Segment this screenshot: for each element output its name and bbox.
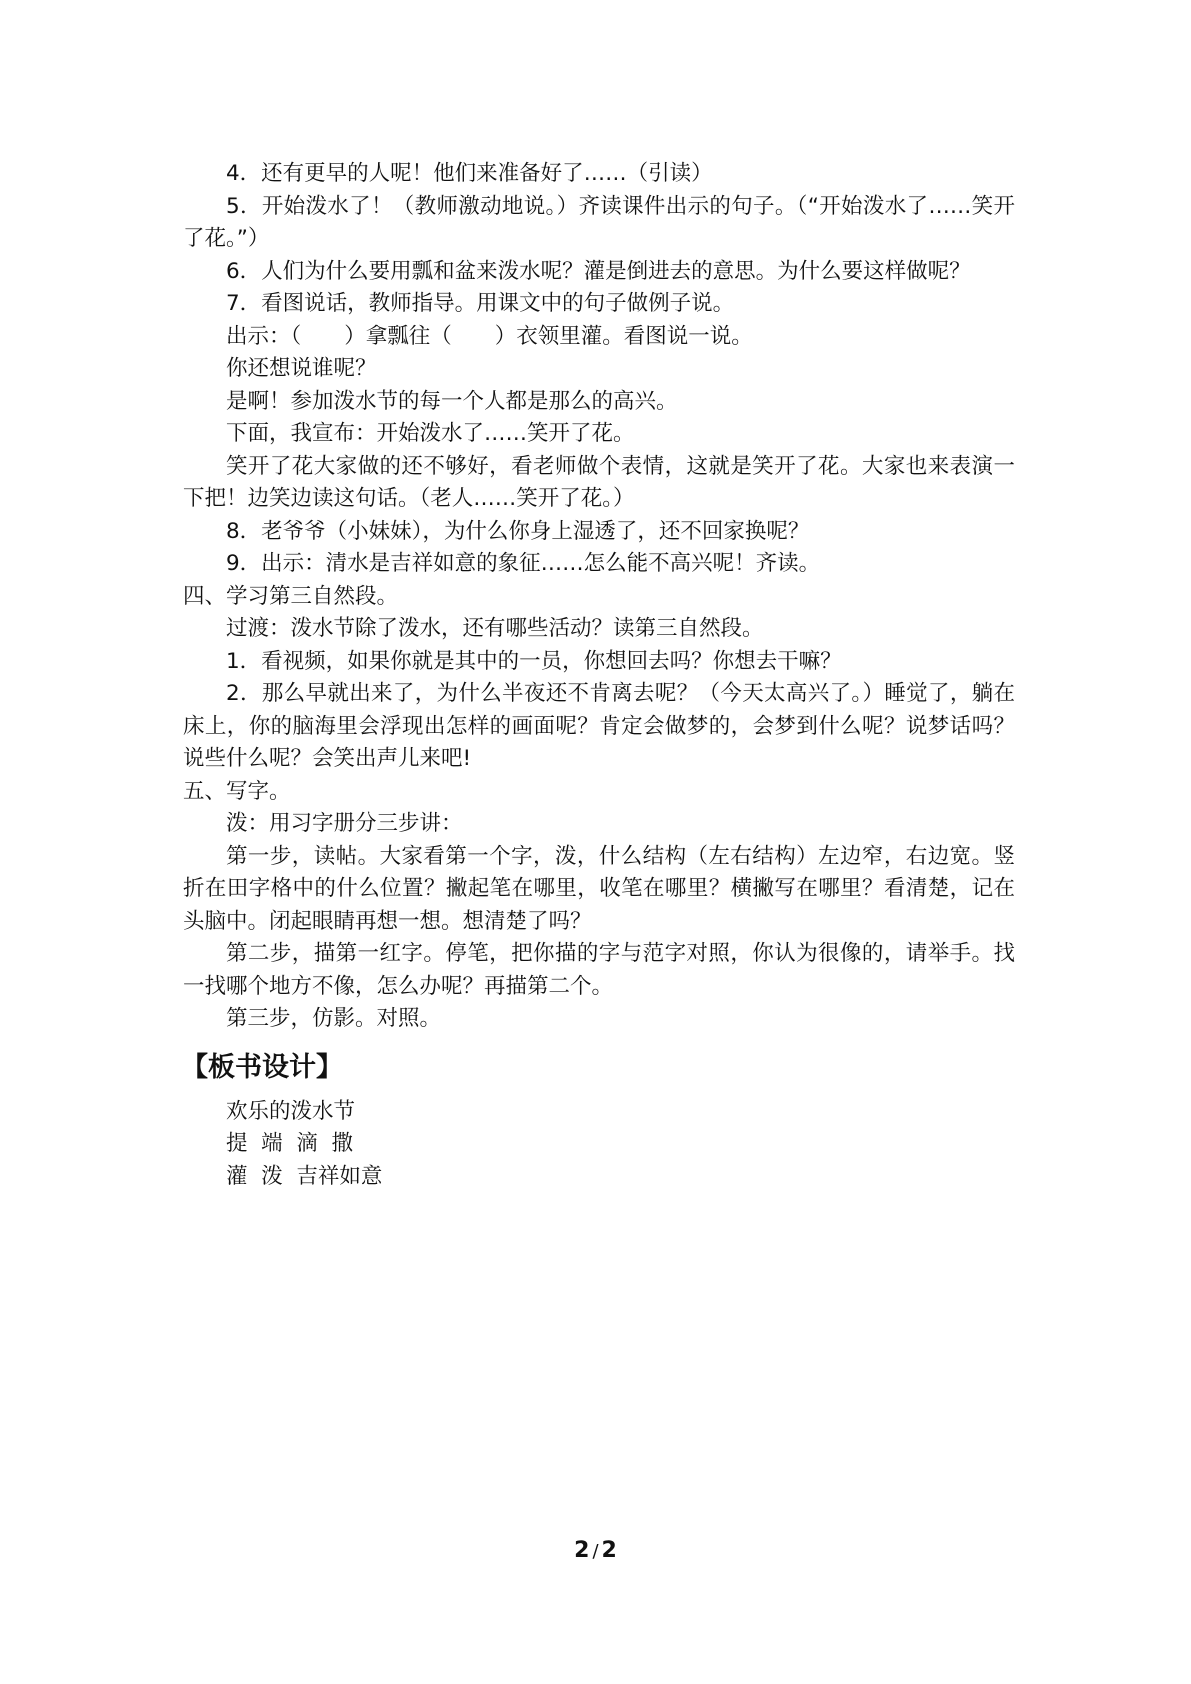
- page-number: [0, 1538, 1191, 1563]
- paragraph-step-6: 6．人们为什么要用瓢和盆来泼水呢？灌是倒进去的意思。为什么要这样做呢？: [226, 258, 971, 284]
- paragraph-transition: 过渡：泼水节除了泼水，还有哪些活动？读第三自然段。: [226, 616, 764, 641]
- board-design-title: 【板书设计】: [181, 1051, 343, 1083]
- paragraph-writing-step-2: 第二步，描第一红字。停笔，把你描的字与范字对照，你认为很像的，请举手。找一找哪个地方不像，怎么办呢？再描第二个。: [183, 941, 1015, 999]
- paragraph-show-prompt: 出示：（ ）拿瓢往（ ）衣领里灌。看图说一说。: [226, 323, 753, 349]
- paragraph-writing-step-3: 第三步，仿影。对照。: [226, 1006, 442, 1031]
- board-line-title: 欢乐的泼水节: [226, 1098, 356, 1124]
- board-line-words: 提 端 滴 撒: [226, 1131, 354, 1156]
- board-line-phrases: 灌 泼 吉祥如意: [226, 1163, 383, 1189]
- paragraph-smile: 笑开了花大家做的还不够好，看老师做个表情，这就是笑开了花。大家也来表演一下把！边笑边读这句话。（老人……笑开了花。）: [183, 453, 1015, 511]
- paragraph-step-5: 5．开始泼水了！（教师激动地说。）齐读课件出示的句子。（“开始泼水了……笑开了花。”）: [183, 193, 1015, 251]
- paragraph-writing-step-1: 第一步，读帖。大家看第一个字，泼，什么结构（左右结构）左边窄，右边宽。竖折在田字格中的什么位置？撇起笔在哪里，收笔在哪里？横撇写在哪里？看清楚，记在头脑中。闭起眼睛再想一想。想清楚了吗？: [183, 843, 1015, 934]
- paragraph-step-8: 8．老爷爷（小妹妹），为什么你身上湿透了，还不回家换呢？: [226, 518, 810, 544]
- paragraph-video: 1．看视频，如果你就是其中的一员，你想回去吗？你想去干嘛？: [226, 648, 842, 674]
- heading-section-5: 五、写字。: [183, 778, 291, 804]
- paragraph-announce: 下面，我宣布：开始泼水了……笑开了花。: [226, 421, 635, 446]
- page-separator: /: [592, 1541, 599, 1562]
- board-design: [183, 1096, 1015, 1194]
- paragraph-response: 是啊！参加泼水节的每一个人都是那么的高兴。: [226, 388, 678, 414]
- document-body: [183, 158, 1015, 1193]
- paragraph-question: 你还想说谁呢？: [226, 356, 377, 381]
- heading-section-4: 四、学习第三自然段。: [183, 583, 399, 609]
- page-total: 2: [601, 1538, 617, 1563]
- paragraph-writing-intro: 泼：用习字册分三步讲：: [226, 811, 463, 836]
- paragraph-step-9: 9．出示：清水是吉祥如意的象征……怎么能不高兴呢！齐读。: [226, 551, 821, 576]
- paragraph-step-4: 4．还有更早的人呢！他们来准备好了……（引读）: [226, 161, 713, 186]
- page-current: 2: [574, 1538, 590, 1563]
- paragraph-step-7: 7．看图说话，教师指导。用课文中的句子做例子说。: [226, 291, 735, 316]
- paragraph-night: 2．那么早就出来了，为什么半夜还不肯离去呢？（今天太高兴了。）睡觉了，躺在床上，你的脑海里会浮现出怎样的画面呢？肯定会做梦的，会梦到什么呢？说梦话吗？说些什么呢？会笑出声儿来吧!: [183, 681, 1015, 771]
